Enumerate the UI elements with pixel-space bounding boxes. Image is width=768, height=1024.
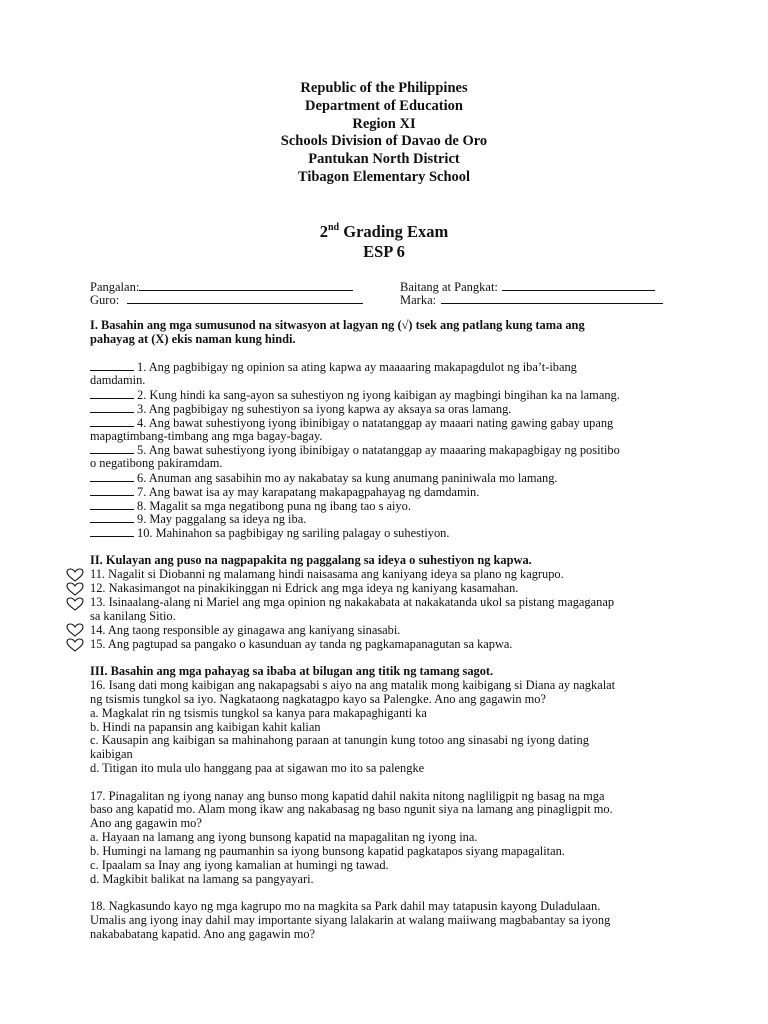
grading-number: 2 <box>319 222 328 241</box>
item-text: 10. Mahinahon sa pagbibigay ng sariling palagay o suhestiyon. <box>137 526 450 540</box>
header-republic: Republic of the Philippines <box>300 80 468 96</box>
answer-blank[interactable] <box>90 485 134 496</box>
part2-item-13-cont: sa kanilang Sitio. <box>90 609 176 623</box>
heart-icon[interactable] <box>66 568 84 582</box>
answer-blank[interactable] <box>90 416 134 427</box>
answer-blank[interactable] <box>90 443 134 454</box>
part2-instruction: II. Kulayan ang puso na nagpapakita ng paggalang sa ideya o suhestiyon ng kapwa. <box>90 553 532 567</box>
q16-choice-c-cont: kaibigan <box>90 747 133 761</box>
q18-line-1: 18. Nagkasundo kayo ng mga kagrupo mo na magkita sa Park dahil may tatapusin kayong Duladulaan. <box>90 899 601 913</box>
part1-item-5-cont: o negatibong pakiramdam. <box>90 456 223 470</box>
item-text: 4. Ang bawat suhestiyong iyong ibinibigay o natatanggap ay maaari nating gawing gabay upang <box>137 416 614 430</box>
grade-section-line[interactable] <box>502 279 655 291</box>
q16-line-2: ng tsismis tungkol sa iyo. Nagkataong nagkatagpo kayo sa Palengke. Ano ang gagawin mo? <box>90 692 546 706</box>
part1-item-9 <box>90 512 306 527</box>
part2-item-12: 12. Nakasimangot na pinakikinggan ni Edrick ang mga ideya ng kaniyang kasamahan. <box>90 581 519 595</box>
teacher-label: Guro: <box>90 293 120 307</box>
item-text: 8. Magalit sa mga negatibong puna ng ibang tao s aiyo. <box>137 499 411 513</box>
part1-item-1 <box>90 360 577 375</box>
item-text: 5. Ang bawat suhestiyong iyong ibinibigay o natatanggap ay maaaring makapagbigay ng positibo <box>137 443 620 457</box>
q17-line-1: 17. Pinagalitan ng iyong nanay ang bunso mong kapatid dahil nakita nitong nagliligpit ng basag na mga <box>90 789 605 803</box>
q17-choice-d[interactable]: d. Magkibit balikat na lamang sa pangyayari. <box>90 872 314 886</box>
name-line[interactable] <box>139 279 353 291</box>
part2-item-14: 14. Ang taong responsible ay ginagawa ang kaniyang sinasabi. <box>90 623 401 637</box>
score-field <box>400 292 663 307</box>
header-division: Schools Division of Davao de Oro <box>280 133 488 150</box>
header-school: Tibagon Elementary School <box>297 168 471 185</box>
item-text: 6. Anuman ang sasabihin mo ay nakabatay sa kung anumang paniniwala mo lamang. <box>137 471 558 485</box>
q16-choice-a[interactable]: a. Magkalat rin ng tsismis tungkol sa kanya para makapaghiganti ka <box>90 706 427 720</box>
part1-item-3 <box>90 402 511 417</box>
heart-icon[interactable] <box>66 582 84 596</box>
exam-title <box>0 222 768 262</box>
answer-blank[interactable] <box>90 512 134 523</box>
part1-item-10 <box>90 526 449 541</box>
item-text: 7. Ang bawat isa ay may karapatang makapagpahayag ng damdamin. <box>137 485 480 499</box>
answer-blank[interactable] <box>90 526 134 537</box>
q17-choice-a[interactable]: a. Hayaan na lamang ang iyong bunsong kapatid na mapagalitan ng iyong ina. <box>90 830 478 844</box>
q16-choice-d[interactable]: d. Titigan ito mula ulo hanggang paa at sigawan mo ito sa palengke <box>90 761 425 775</box>
part1-instruction-2: pahayag at (X) ekis naman kung hindi. <box>90 332 296 346</box>
answer-blank[interactable] <box>90 471 134 482</box>
item-text: 3. Ang pagbibigay ng suhestiyon sa iyong kapwa ay aksaya sa oras lamang. <box>137 402 512 416</box>
q17-choice-b[interactable]: b. Humingi na lamang ng paumanhin sa iyong bunsong kapatid pagkatapos siyang mapagalitan. <box>90 844 565 858</box>
item-text: 1. Ang pagbibigay ng opinion sa ating kapwa ay maaaaring makapagdulot ng iba’t-ibang <box>137 360 577 374</box>
part2-item-15: 15. Ang pagtupad sa pangako o kasunduan ay tanda ng pagkamapanagutan sa kapwa. <box>90 637 513 651</box>
part1-item-2 <box>90 388 620 403</box>
header-department: Department of Education <box>305 97 463 114</box>
score-line[interactable] <box>441 292 663 304</box>
q17-choice-c[interactable]: c. Ipaalam sa Inay ang iyong kamalian at humingi ng tawad. <box>90 858 389 872</box>
q16-line-1: 16. Isang dati mong kaibigan ang nakapagsabi s aiyo na ang matalik mong kaibigang si Diana ay nagkalat <box>90 678 616 692</box>
exam-subject: ESP 6 <box>363 242 405 261</box>
q17-line-3: Ano ang gagawin mo? <box>90 816 202 830</box>
answer-blank[interactable] <box>90 388 134 399</box>
heart-icon[interactable] <box>66 623 84 637</box>
heart-icon[interactable] <box>66 638 84 652</box>
teacher-field <box>90 292 363 307</box>
answer-blank[interactable] <box>90 499 134 510</box>
part1-item-1-cont: damdamin. <box>90 373 146 387</box>
grade-section-label: Baitang at Pangkat: <box>400 280 498 294</box>
part2-item-13: 13. Isinaalang-alang ni Mariel ang mga opinion ng nakakabata at nakakatanda ukol sa pistang magaganap <box>90 595 615 609</box>
grading-title <box>0 222 768 242</box>
q16-choice-c[interactable]: c. Kausapin ang kaibigan sa mahinahong paraan at tanungin kung totoo ang sinasabi ng iyong dating <box>90 733 589 747</box>
score-label: Marka: <box>400 293 437 307</box>
heart-icon[interactable] <box>66 597 84 611</box>
header-region: Region XI <box>352 115 416 132</box>
item-text: 2. Kung hindi ka sang-ayon sa suhestiyon ng iyong kaibigan ay magbingi bingihan ka na lamang. <box>137 388 620 402</box>
q16-choice-b[interactable]: b. Hindi na papansin ang kaibigan kahit kalian <box>90 720 321 734</box>
part3-instruction: III. Basahin ang mga pahayag sa ibaba at bilugan ang titik ng tamang sagot. <box>90 664 494 678</box>
q18-line-3: nakababatang kapatid. Ano ang gagawin mo? <box>90 927 316 941</box>
part2-item-11: 11. Nagalit si Diobanni ng malamang hindi naisasama ang kaniyang ideya sa plano ng kagrupo. <box>90 567 564 581</box>
grading-label: Grading Exam <box>339 222 449 241</box>
answer-blank[interactable] <box>90 402 134 413</box>
answer-blank[interactable] <box>90 360 134 371</box>
header-district: Pantukan North District <box>308 151 460 168</box>
part1-instruction-1: I. Basahin ang mga sumusunod na sitwasyon at lagyan ng (√) tsek ang patlang kung tama ang <box>90 318 585 332</box>
name-label: Pangalan: <box>90 280 140 294</box>
grading-ordinal: nd <box>328 222 340 233</box>
teacher-line[interactable] <box>127 292 363 304</box>
part1-item-6 <box>90 471 558 486</box>
q18-line-2: Umalis ang iyong inay dahil may importante siyang lalakarin at walang maiiwang magbabantay sa iyong <box>90 913 611 927</box>
item-text: 9. May paggalang sa ideya ng iba. <box>137 512 307 526</box>
part1-item-7 <box>90 485 479 500</box>
part1-item-4-cont: mapagtimbang-timbang ang mga bagay-bagay. <box>90 429 323 443</box>
q17-line-2: baso ang kapatid mo. Alam mong ikaw ang nakabasag ng baso ngunit siya na lamang ang pinagligpit mo. <box>90 802 613 816</box>
school-header <box>0 80 768 187</box>
